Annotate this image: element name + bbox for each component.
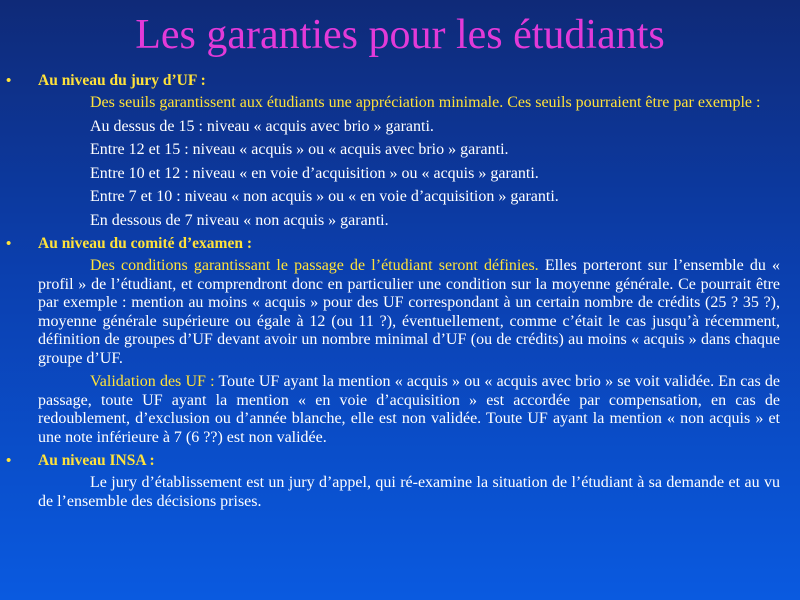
comite-passage-paragraph: Des conditions garantissant le passage de l’étudiant seront définies. Elles porteront sur l’ensemble du « profil » de l’étudiant, et comprendront donc en particulier une condition sur la moyenne générale. Ce pourrait être par exemple : mention au moins « acquis » pour des UF correspondant à un certain nombre de crédits (25 ? 35 ?), moyenne générale supérieure ou égale à 12 (ou 11 ?), éventuellement, comme c’était le cas jusqu’à récemment, définition de groupes d’UF devant avoir un nombre minimal d’UF (ou de crédits) au moins « acquis » dans chaque groupe d’UF.	[38, 257, 781, 367]
threshold-item: En dessous de 7 niveau « non acquis » garanti.	[90, 211, 389, 229]
bullet-jury-uf	[0, 72, 800, 90]
slide-content	[0, 72, 800, 600]
insa-paragraph: Le jury d’établissement est un jury d’appel, qui ré-examine la situation de l’étudiant à sa demande et au vu de l’ensemble des décisions prises.	[38, 474, 780, 510]
bullet-icon: •	[6, 453, 12, 469]
bullet-heading: Au niveau du comité d’examen :	[38, 235, 252, 252]
bullet-comite-examen	[0, 235, 800, 253]
threshold-item: Entre 12 et 15 : niveau « acquis » ou « acquis avec brio » garanti.	[90, 141, 509, 158]
bullet-heading: Au niveau du jury d’UF :	[38, 72, 206, 89]
threshold-item: Entre 10 et 12 : niveau « en voie d’acquisition » ou « acquis » garanti.	[90, 164, 539, 182]
bullet-icon: •	[6, 236, 12, 252]
threshold-item: Entre 7 et 10 : niveau « non acquis » ou « en voie d’acquisition » garanti.	[90, 188, 559, 205]
bullet-icon: •	[6, 73, 12, 89]
jury-uf-intro: Des seuils garantissent aux étudiants une appréciation minimale. Ces seuils pourraient être par exemple :	[90, 94, 761, 111]
bullet-heading: Au niveau INSA :	[38, 452, 155, 469]
bullet-insa	[0, 452, 800, 470]
threshold-item: Au dessus de 15 : niveau « acquis avec brio » garanti.	[90, 117, 434, 135]
comite-validation-paragraph: Validation des UF : Toute UF ayant la mention « acquis » ou « acquis avec brio » se voit validée. En cas de passage, toute UF ayant la mention « en voie d’acquisition » est accordée par compensation, en cas de redoublement, d’exclusion ou d’année blanche, elle est non validée. Toute UF ayant la mention « non acquis » et une note inférieure à 7 (6 ??) est non validée.	[38, 373, 780, 446]
slide-title: Les garanties pour les étudiants	[135, 12, 665, 58]
